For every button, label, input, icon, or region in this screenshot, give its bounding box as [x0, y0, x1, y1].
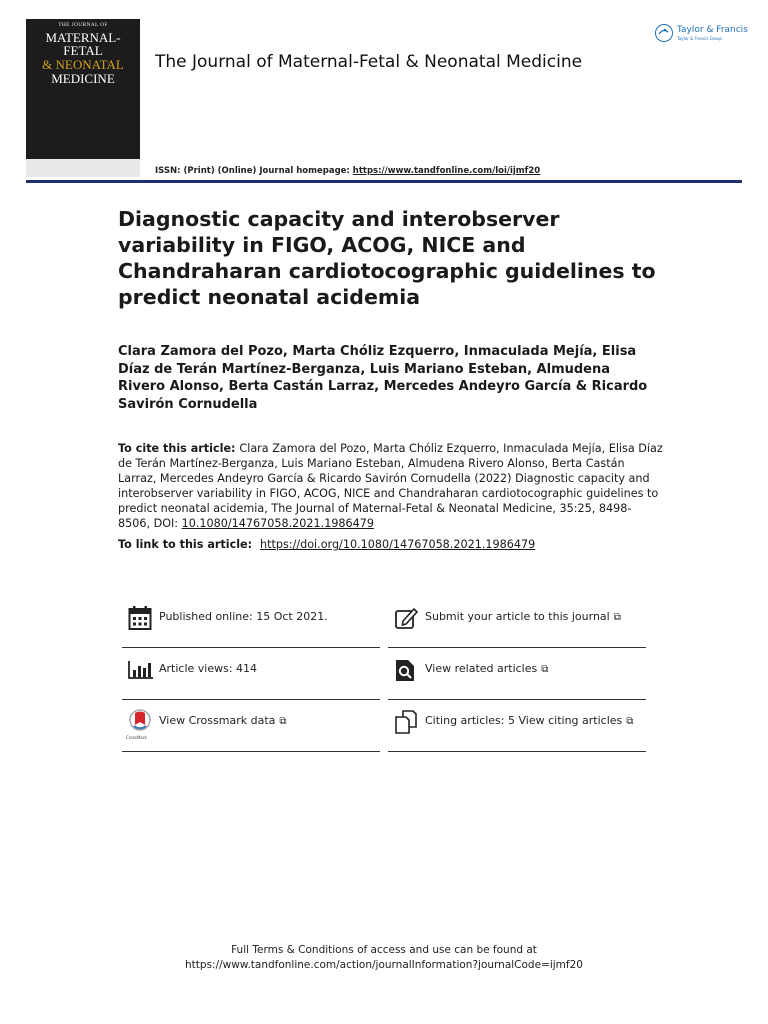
citing-documents-icon: [394, 709, 418, 735]
link-label: To link to this article:: [118, 538, 256, 551]
article-views-text: Article views: 414: [159, 662, 258, 675]
header-rule: [26, 180, 742, 183]
citing-articles-text: Citing articles: 5 View citing articles: [425, 714, 623, 727]
related-articles-link[interactable]: [425, 662, 548, 675]
citation-block: [118, 441, 663, 531]
crossmark-cell[interactable]: [122, 699, 380, 752]
bar-chart-icon: [128, 657, 152, 683]
external-link-icon: ⧉: [626, 716, 634, 727]
publisher-logo: [655, 24, 747, 46]
published-online-text: Published online: 15 Oct 2021.: [159, 610, 328, 623]
citing-articles-cell[interactable]: [388, 699, 646, 752]
crossmark-icon: [128, 709, 152, 735]
article-views-cell: [122, 647, 380, 700]
cover-line-1: THE JOURNAL OF: [58, 22, 108, 28]
issn-line: [155, 166, 540, 176]
journal-title: The Journal of Maternal-Fetal & Neonatal Medicine: [155, 52, 583, 72]
journal-homepage-link[interactable]: https://www.tandfonline.com/loi/ijmf20: [352, 166, 541, 176]
issn-prefix: ISSN: (Print) (Online) Journal homepage:: [155, 166, 353, 176]
terms-url[interactable]: https://www.tandfonline.com/action/journalInformation?journalCode=ijmf20: [185, 959, 583, 971]
cover-line-3: & NEONATAL: [42, 56, 124, 72]
publisher-circle-icon: [655, 24, 673, 42]
article-doi-url[interactable]: https://doi.org/10.1080/14767058.2021.1986479: [260, 538, 536, 551]
cover-footer-band: [26, 159, 140, 177]
crossmark-link[interactable]: [159, 714, 287, 727]
cover-line-2: MATERNAL-FETAL: [45, 29, 121, 58]
journal-cover-image: [26, 19, 140, 177]
article-authors: Clara Zamora del Pozo, Marta Chóliz Ezquerro, Inmaculada Mejía, Elisa Díaz de Terán Martínez-Berganza, Luis Mariano Esteban, Almudena Rivero Alonso, Berta Castán Larraz, Mercedes Andeyro García & Ricardo Savirón Cornudella: [118, 344, 648, 412]
edit-pencil-icon: [394, 605, 418, 631]
article-link-line: [118, 538, 535, 551]
citing-articles-link[interactable]: [425, 714, 633, 727]
crossmark-text: View Crossmark data: [159, 714, 276, 727]
terms-line-1: Full Terms & Conditions of access and use can be found at: [231, 944, 537, 956]
related-articles-text: View related articles: [425, 662, 538, 675]
external-link-icon: ⧉: [613, 612, 621, 623]
published-online-cell: [122, 595, 380, 648]
submit-article-text: Submit your article to this journal: [425, 610, 610, 623]
related-articles-cell[interactable]: [388, 647, 646, 700]
cite-text: Clara Zamora del Pozo, Marta Chóliz Ezquerro, Inmaculada Mejía, Elisa Díaz de Terán Martínez-Berganza, Luis Mariano Esteban, Almudena Rivero Alonso, Berta Castán Larraz, Mercedes Andeyro García & Ricardo Savirón Cornudella (2022) Diagnostic capacity and interobserver variability in FIGO, ACOG, NICE and Chandraharan cardiotocographic guidelines to predict neonatal acidemia, The Journal of Maternal-Fetal & Neonatal Medicine, 35:25, 8498-8506, DOI:: [118, 442, 663, 530]
article-title: Diagnostic capacity and interobserver variability in FIGO, ACOG, NICE and Chandraharan cardiotocographic guidelines to predict neonatal acidemia: [118, 207, 656, 309]
submit-article-link[interactable]: [425, 610, 621, 623]
external-link-icon: ⧉: [279, 716, 287, 727]
search-document-icon: [394, 657, 418, 683]
terms-footer: [0, 943, 768, 973]
crossmark-logo-text: CrossMark: [126, 735, 147, 740]
submit-article-cell[interactable]: [388, 595, 646, 648]
cover-line-4: MEDICINE: [51, 70, 115, 86]
publisher-name: Taylor & Francis: [677, 25, 748, 35]
external-link-icon: ⧉: [541, 664, 549, 675]
publisher-subname: Taylor & Francis Group: [677, 36, 722, 41]
doi-link[interactable]: 10.1080/14767058.2021.1986479: [181, 517, 375, 530]
cite-label: To cite this article:: [118, 442, 240, 455]
calendar-icon: [128, 605, 152, 631]
